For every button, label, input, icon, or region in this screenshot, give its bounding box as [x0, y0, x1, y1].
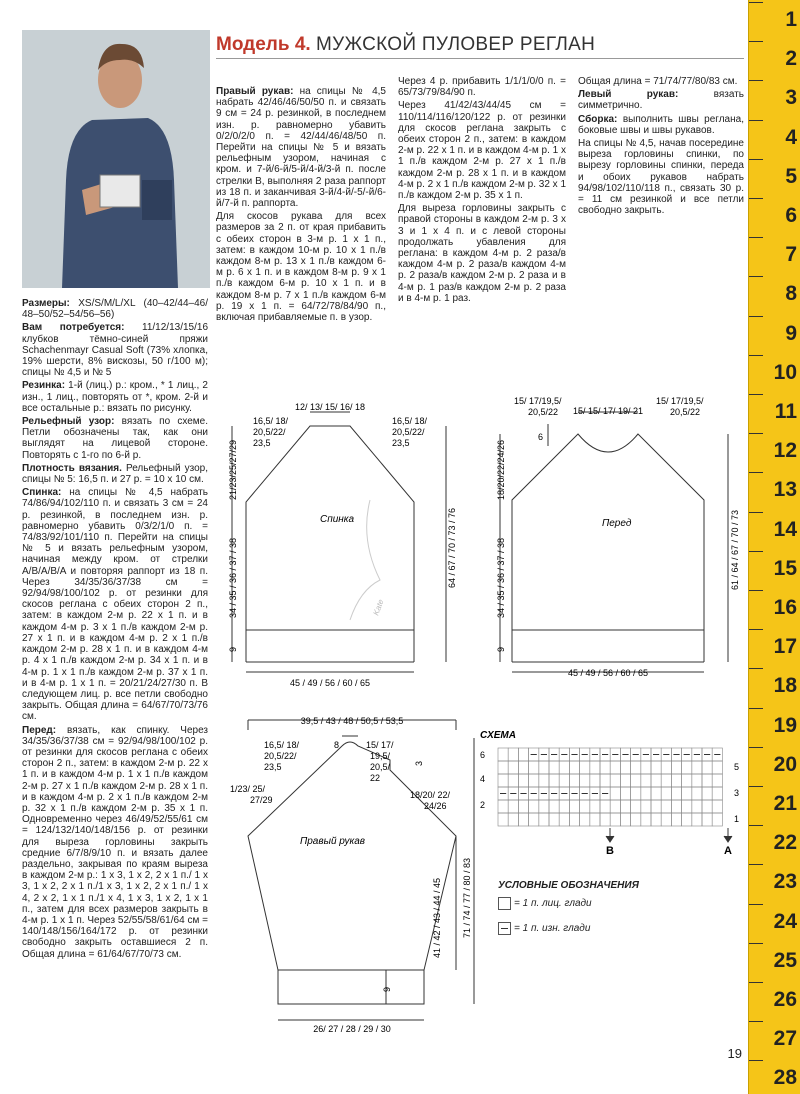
chart-cell [549, 774, 559, 787]
chart-cell [692, 787, 702, 800]
measuring-tape [748, 0, 800, 1094]
sleeve-top-right-2: 19,5/ [370, 751, 391, 761]
ruler-mark: 18 [773, 674, 797, 698]
chart-cell [590, 800, 600, 813]
ruler-mark: 24 [773, 909, 797, 933]
ruler-tick [749, 512, 763, 513]
paragraph-heading: Размеры: [22, 298, 70, 309]
sleeve-right-side-1: 18/20/ 22/ [410, 790, 451, 800]
ruler-tick [749, 472, 763, 473]
chart-cell [682, 774, 692, 787]
ruler-mark: 8 [785, 282, 797, 306]
schema-row-2: 2 [480, 800, 486, 810]
chart-cell [631, 761, 641, 774]
ruler-mark: 3 [785, 86, 797, 110]
sleeve-top-left [264, 740, 302, 772]
schema-row-4: 4 [480, 774, 486, 784]
front-top-left-2: 20,5/22 [528, 407, 559, 417]
front-top-left-1: 15/ 17/19,5/ [514, 396, 562, 406]
chart-cell [651, 813, 661, 826]
chart-cell [518, 774, 528, 787]
paragraph-text: выполнить швы реглана, боковые швы и швы рукавов. [578, 113, 744, 136]
chart-cell [569, 800, 579, 813]
chart-cell [692, 800, 702, 813]
ruler-tick [749, 316, 763, 317]
ruler-tick [749, 825, 763, 826]
paragraph-text: вязать по схеме. Петли обозначены так, как они выглядят на лицевой стороне. Повторять с 1-го по 6-й р. [22, 416, 208, 461]
ruler-tick [749, 120, 763, 121]
page-title [216, 34, 595, 56]
ruler-mark: 19 [773, 713, 797, 737]
ruler-tick [749, 708, 763, 709]
chart-cell [600, 813, 610, 826]
page-number: 19 [727, 1046, 742, 1061]
chart-cell [518, 761, 528, 774]
chart-cell [631, 813, 641, 826]
chart-cell [631, 774, 641, 787]
paragraph [22, 463, 208, 485]
back-top-width: 12/ 13/ 15/ 16/ 18 [294, 402, 366, 412]
ruler-tick [749, 276, 763, 277]
back-shoulder-right [392, 416, 430, 448]
back-shoulder-left-2: 20,5/22/ [253, 427, 286, 437]
front-width: 45 / 49 / 56 / 60 / 65 [567, 668, 649, 678]
sleeve-rib-height: 9 [382, 986, 392, 992]
ruler-mark: 17 [773, 635, 797, 659]
chart-cell [702, 800, 712, 813]
ruler-mark: 1 [785, 8, 797, 31]
legend [498, 880, 738, 935]
ruler-tick [749, 237, 763, 238]
ruler-tick [749, 864, 763, 865]
stitch-chart [476, 726, 748, 856]
chart-cell [600, 800, 610, 813]
back-outline [246, 426, 414, 630]
paragraph [22, 322, 208, 378]
paragraph-heading: Сборка: [578, 113, 618, 125]
chart-cell [682, 761, 692, 774]
chart-cell [590, 813, 600, 826]
front-rib-height: 9 [496, 646, 506, 652]
chart-cell [508, 813, 518, 826]
chart-cell [671, 761, 681, 774]
back-label: Спинка [320, 514, 355, 525]
model-number: Модель 4. [216, 34, 311, 55]
back-shoulder-left-3: 23,5 [253, 438, 271, 448]
paragraph-heading: Резинка: [22, 380, 66, 392]
model-photo [22, 30, 210, 288]
chart-cell [702, 774, 712, 787]
chart-cell [610, 813, 620, 826]
title-divider [216, 58, 744, 59]
paragraph-text: Рельефный узор, спицы № 5: 16,5 п. и 27 р. = 10 х 10 см. [22, 462, 208, 486]
chart-cell [651, 800, 661, 813]
chart-cell [498, 813, 508, 826]
chart-cell [529, 761, 539, 774]
paragraph-text: 1-й (лиц.) р.: кром., * 1 лиц., 2 изн., 1 лиц., повторять от *, кром. 2-й и все остальные р.: вязать по рисунку. [22, 380, 208, 414]
front-top-left [514, 396, 564, 417]
front-top-right-2: 20,5/22 [670, 407, 701, 417]
back-shoulder-left-1: 16,5/ 18/ [253, 416, 289, 426]
front-raglan-height: 18/20/22/24/26 [496, 439, 506, 500]
sleeve-top-left-2: 20,5/22/ [264, 751, 297, 761]
paragraph [398, 203, 566, 304]
sleeve-notch: 3 [414, 760, 424, 766]
legend-knit-label: = 1 п. лиц. глади [514, 898, 592, 909]
back-rib-height: 9 [228, 646, 238, 652]
paragraph-text: XS/S/M/L/XL (40–42/44–46/ 48–50/52–54/56–56) [22, 298, 208, 321]
chart-cell [529, 800, 539, 813]
paragraph [578, 138, 744, 216]
ruler-tick [749, 943, 763, 944]
chart-cell [569, 774, 579, 787]
sleeve-top-width: 39,5 / 43 / 48 / 50,5 / 53,5 [300, 716, 404, 726]
sleeve-top-right-4: 22 [370, 773, 381, 783]
chart-cell [549, 813, 559, 826]
chart-cell [692, 774, 702, 787]
paragraph [398, 100, 566, 201]
chart-cell [620, 761, 630, 774]
front-neck-width: 15/ 15/ 17/ 19/ 21 [572, 406, 644, 416]
paragraph-text: на спицы № 4,5 набрать 74/86/94/102/110 п. и связать 3 см = 24 р. резинкой, в последнем изн. р. равномерно убавить 0/3/2/1/0 п. = 74/83/92/101/110 п. Перейти на спицы № 5 и вязать рельефным узором, начиная между кром. от стрелки A/B/A/B/A и повторяя раппорт из 18 п. Через 34/35/36/37/38 см = 92/94/98/100/102 р. от резинки для скосов реглана с обеих сторон 2 п., затем: в каждом 2-м р. 22 х 1 п. и в каждом 4-м р. 3 х 1 п./в каждом 2-м р. 27 х 1 п. и в каждом 4-м р. 2 х 1 п./в каждом 2-м р. 28 х 1 п. и в каждом 4-м р. 4 х 1 п./в каждом 2-м р. 34 х 1 п. и в 4-м р. 1 х 1 п./в каждом 2-м р. 37 х 1 п. и в 4-м р. 1 х 1 п. = 20/21/24/27/30 п. В следующем лиц. р. все петли свободно закрыть. Общая длина = 64/67/70/73/76 см. [22, 487, 208, 723]
sleeve-left-side-2: 27/29 [250, 795, 273, 805]
chart-cell [682, 787, 692, 800]
sleeve-left-side-1: 1/23/ 25/ [230, 784, 266, 794]
arrow-b-head-icon [606, 836, 614, 842]
ruler-tick [749, 590, 763, 591]
ruler-mark: 4 [785, 125, 797, 149]
chart-cell [498, 748, 508, 761]
instructions-column-2 [216, 86, 386, 325]
sleeve-top-right-3: 20,5/ [370, 762, 391, 772]
schema-row-5: 5 [734, 762, 740, 772]
paragraph-heading: Вам потребуется: [22, 322, 125, 334]
front-top-right-1: 15/ 17/19,5/ [656, 396, 704, 406]
chart-cell [590, 761, 600, 774]
chart-cell [712, 787, 722, 800]
ruler-mark: 10 [773, 360, 797, 384]
chart-cell [661, 761, 671, 774]
chart-cell [549, 761, 559, 774]
ruler-mark: 2 [785, 47, 797, 71]
chart-cell [651, 761, 661, 774]
chart-cell [631, 800, 641, 813]
ruler-tick [749, 394, 763, 395]
paragraph-text: Общая длина = 71/74/77/80/83 см. [578, 76, 738, 87]
sleeve-right-side [410, 790, 453, 811]
ruler-mark: 7 [785, 243, 797, 267]
front-body-height: 34 / 35 / 36 / 37 / 38 [496, 537, 506, 618]
chart-cell [569, 813, 579, 826]
ruler-mark: 14 [773, 517, 797, 541]
watermark: Kate [371, 598, 386, 617]
ruler-mark: 22 [773, 831, 797, 855]
chart-cell [712, 761, 722, 774]
model-name: МУЖСКОЙ ПУЛОВЕР РЕГЛАН [315, 34, 596, 55]
chart-cell [518, 748, 528, 761]
legend-purl-label: = 1 п. изн. глади [514, 923, 591, 934]
front-neck-depth: 6 [538, 432, 544, 442]
legend-item-knit [498, 897, 738, 910]
chart-cell [580, 800, 590, 813]
chart-cell [631, 787, 641, 800]
chart-cell [712, 774, 722, 787]
chart-cell [508, 748, 518, 761]
back-shoulder-right-2: 20,5/22/ [392, 427, 425, 437]
sleeve-label: Правый рукав [300, 836, 366, 847]
paragraph-text: Для выреза горловины закрыть с правой стороны в каждом 2-м р. 3 х 3 и 1 х 4 п. и с левой стороны продолжать убавления для реглана: в каждом 4-м р. 2 раза/в каждом 4-м р. 2 раза/в каждом 4-м р. 2 раза/в каждом 2-м р. 2 раза и в 4-м р. 1 раз/в каждом 2-м р. 2 раза и в 4-м р. 1 раз. [398, 203, 566, 304]
sleeve-mid-height: 41 / 42 / 43 / 44 / 45 [432, 877, 442, 958]
chart-cell [539, 774, 549, 787]
paragraph [22, 725, 208, 960]
front-total-height: 61 / 64 / 67 / 70 / 73 [730, 509, 740, 590]
ruler-tick [749, 2, 763, 3]
chart-cell [508, 774, 518, 787]
back-pattern-diagram [210, 390, 468, 700]
chart-cell [508, 800, 518, 813]
ruler-tick [749, 1021, 763, 1022]
sleeve-top-left-3: 23,5 [264, 762, 282, 772]
arrow-a-label: A [724, 845, 732, 856]
chart-cell [529, 813, 539, 826]
chart-cell [559, 800, 569, 813]
paragraph [578, 114, 744, 136]
chart-cell [651, 787, 661, 800]
paragraph [398, 76, 566, 98]
ruler-tick [749, 786, 763, 787]
ruler-tick [749, 904, 763, 905]
ruler-tick [749, 355, 763, 356]
chart-cell [580, 813, 590, 826]
sleeve-top-mid: 8 [334, 740, 340, 750]
chart-cell [580, 761, 590, 774]
chart-cell [620, 813, 630, 826]
chart-cell [702, 813, 712, 826]
legend-item-purl [498, 922, 738, 935]
paragraph-text: на спицы № 4,5 набрать 42/46/46/50/50 п. и связать 9 см = 24 р. резинкой, в последнем изн. р. равномерно убавить 0/2/0/2/0 п. = 42/44/46/48/50 п. Перейти на спицы № 5 и вязать рельефным узором, начиная с кром. и 7-й/6-й/5-й/4-й/3-й п. после стрелки B, выполняя 2 раза раппорт из 18 п. и заканчивая 3-й/4-й/-5/-й/6-й/7-й п. раппорта. [216, 86, 386, 210]
sleeve-total-height: 71 / 74 / 77 / 80 / 83 [462, 857, 472, 938]
instructions-column-4 [578, 76, 744, 218]
ruler-tick [749, 1060, 763, 1061]
chart-cell [661, 800, 671, 813]
chart-cell [620, 774, 630, 787]
sleeve-bottom-width: 26/ 27 / 28 / 29 / 30 [313, 1024, 391, 1034]
paragraph-text: вязать симметрично. [578, 89, 744, 112]
chart-cell [661, 774, 671, 787]
sleeve-top-right-1: 15/ 17/ [366, 740, 394, 750]
ruler-mark: 16 [773, 596, 797, 619]
paragraph-heading: Рельефный узор: [22, 416, 115, 428]
paragraph [22, 487, 208, 722]
knit-stitch-icon [498, 897, 511, 910]
chart-cell [590, 774, 600, 787]
chart-cell [661, 787, 671, 800]
ruler-mark: 27 [773, 1027, 797, 1051]
sleeve-left-side [230, 784, 273, 805]
chart-cell [559, 761, 569, 774]
chart-cell [682, 800, 692, 813]
back-total-height: 64 / 67 / 70 / 73 / 76 [447, 507, 457, 588]
chart-cell [651, 774, 661, 787]
paragraph [22, 380, 208, 414]
chart-cell [692, 761, 702, 774]
paragraph-text: Через 41/42/43/44/45 см = 110/114/116/120/122 р. от резинки для скосов реглана закрыть с обеих сторон 2 п., затем: в каждом 2-м р. 22 х 1 п. и в каждом 4-м р. 1 х 1 п./в каждом 2-м р. 27 х 1 п./в каждом 2-м р. 28 х 1 п. и в каждом 4-м р. 2 х 1 п./в каждом 2-м р. 32 х 1 п./в каждом 2-м р. 35 х 1 п. [398, 100, 567, 202]
chart-cell [498, 800, 508, 813]
chart-cell [559, 774, 569, 787]
chart-cell [610, 774, 620, 787]
front-outline [512, 434, 704, 630]
chart-cell [671, 787, 681, 800]
paragraph [216, 211, 386, 323]
sleeve-outline [248, 742, 456, 1004]
paragraph-text: Для скосов рукава для всех размеров за 2 п. от края прибавить с обеих сторон в 3-м р. 1 х 1 п., затем: в каждом 10-м р. 10 х 1 п./в каждом 8-м р. 13 х 1 п./в каждом 6-м р. 6 х 1 п. и в каждом 8-м р. 9 х 1 п./в каждом 6-м р. 10 х 1 п. и в каждом 8-м р. 7 х 1 п./в каждом 6-м р. 19 х 1 п. = 64/72/78/84/90 п., включая прибавляемые п. в узор. [216, 211, 386, 324]
chart-cell [661, 813, 671, 826]
chart-cell [508, 761, 518, 774]
back-shoulder-left [253, 416, 291, 448]
ruler-mark: 28 [773, 1066, 797, 1090]
chart-cell [610, 787, 620, 800]
back-shoulder-right-1: 16,5/ 18/ [392, 416, 428, 426]
ruler-mark: 15 [773, 556, 797, 580]
back-shoulder-right-3: 23,5 [392, 438, 410, 448]
ruler-mark: 5 [785, 164, 797, 188]
paragraph-text: вязать, как спинку. Через 34/35/36/37/38 см = 92/94/98/100/102 р. от резинки для скосов реглана с обеих сторон 2 п., затем: в каждом 2-м р. 22 х 1 п. и в каждом 4-м р. 1 х 1 п./в каждом 2-м р. 27 х 1 п./в каждом 2-м р. 28 х 1 п. и в каждом 4-м р. 2 х 1 п./в каждом 2-м р. 32 х 1 п./в каждом 2-м р. 35 х 1 п. Одновременно через 46/49/52/55/61 см = 124/132/140/148/156 р. от резинки для выреза горловины закрыть средние 6/7/8/9/10 п. и вязать далее раздельно, закрывая по краям выреза в каждом 2-м р.: 1 х 3, 1 х 2, 2 х 1 п./ 1 х 3, 1 х 2, 2 х 1 п./1 х 3, 1 х 2, 2 х 1 п./ 1 х 4, 2 х 2, 1 х 1 п./1 х 4, 1 х 3, 1 х 2, 1 х 1 п., затем для всех размеров закрыть в 4-м р. 1 х 1 п. Через 52/55/58/61/64 см = 140/148/156/164/172 р. от резинки свободно закрыть оставшиеся 2 п. Общая длина = 61/64/67/70/73 см. [22, 724, 208, 960]
chart-cell [682, 813, 692, 826]
ruler-mark: 26 [773, 988, 797, 1011]
chart-cell [610, 761, 620, 774]
front-top-right [656, 396, 706, 417]
paragraph-heading: Спинка: [22, 487, 62, 499]
ruler-mark: 6 [785, 204, 797, 227]
chart-cell [671, 800, 681, 813]
chart-cell [600, 774, 610, 787]
chart-cell [702, 761, 712, 774]
chart-cell [641, 787, 651, 800]
ruler-mark: 9 [785, 321, 797, 345]
ruler-tick [749, 629, 763, 630]
paragraph [578, 89, 744, 111]
paragraph-heading: Перед: [22, 724, 57, 736]
paragraph [578, 76, 744, 87]
chart-cell [712, 813, 722, 826]
chart-cell [641, 774, 651, 787]
ruler-tick [749, 982, 763, 983]
instructions-column-3 [398, 76, 566, 306]
ruler-tick [749, 159, 763, 160]
ruler-tick [749, 747, 763, 748]
ruler-mark: 25 [773, 948, 797, 972]
chart-cell [498, 761, 508, 774]
chart-cell [712, 800, 722, 813]
chart-cell [539, 813, 549, 826]
paragraph-text: Через 4 р. прибавить 1/1/1/0/0 п. = 65/73/79/84/90 п. [398, 76, 566, 99]
chart-cell [518, 813, 528, 826]
chart-cell [569, 761, 579, 774]
ruler-tick [749, 41, 763, 42]
ruler-mark: 13 [773, 478, 797, 502]
back-body-height: 34 / 35 / 36 / 37 / 38 [228, 537, 238, 618]
chart-cell [620, 800, 630, 813]
sleeve-top-right [366, 740, 396, 783]
ruler-tick [749, 551, 763, 552]
chart-cell [620, 787, 630, 800]
chart-cell [518, 800, 528, 813]
ruler-mark: 23 [773, 870, 797, 894]
chart-cell [610, 800, 620, 813]
paragraph [216, 86, 386, 209]
ruler-mark: 20 [773, 752, 797, 776]
chart-cell [529, 774, 539, 787]
paragraph-heading: Плотность вязания. [22, 462, 122, 474]
chart-cell [539, 761, 549, 774]
ruler-tick [749, 668, 763, 669]
legend-title: УСЛОВНЫЕ ОБОЗНАЧЕНИЯ [498, 880, 639, 891]
model-illustration [22, 30, 210, 288]
chart-cell [549, 800, 559, 813]
sleeve-right-side-2: 24/26 [424, 801, 447, 811]
schema-title: СХЕМА [480, 730, 516, 741]
front-pattern-diagram [488, 390, 746, 700]
ruler-mark: 21 [773, 792, 797, 815]
paragraph-heading: Левый рукав: [578, 89, 679, 101]
chart-cell [692, 813, 702, 826]
schema-row-3: 3 [734, 788, 740, 798]
chart-cell [559, 813, 569, 826]
paragraph-text: 11/12/13/15/16 клубков тёмно-синей пряжи Schachenmayr Casual Soft (73% хлопка, 19% шерсти, 8% вискозы, 50 г/100 м); спицы № 4,5 и № 5 [22, 322, 208, 379]
paragraph [22, 298, 208, 320]
back-raglan-height: 21/23/25/27/29 [228, 439, 238, 500]
schema-row-6: 6 [480, 750, 486, 760]
paragraph [22, 416, 208, 461]
chart-cell [539, 800, 549, 813]
chart-cell [702, 787, 712, 800]
front-label: Перед [602, 518, 632, 529]
chart-cell [671, 813, 681, 826]
paragraph-text: На спицы № 4,5, начав посередине выреза горловины спинки, по вырезу горловины спинки, переда и обоих рукавов набрать 94/98/102/110/118 п., связать 30 р. = 11 см резинкой и все петли свободно закрыть. [578, 138, 744, 217]
schema-row-1: 1 [734, 814, 740, 824]
arrow-b-label: B [606, 845, 614, 856]
ruler-tick [749, 80, 763, 81]
chart-cell [671, 774, 681, 787]
sleeve-top-left-1: 16,5/ 18/ [264, 740, 300, 750]
chart-cell [498, 774, 508, 787]
chart-cell [641, 813, 651, 826]
ruler-tick [749, 433, 763, 434]
instructions-column-1 [22, 298, 208, 962]
ruler-mark: 11 [774, 400, 797, 423]
chart-cell [641, 761, 651, 774]
chart-cell [580, 774, 590, 787]
sleeve-pattern-diagram [226, 708, 488, 1044]
paragraph-heading: Правый рукав: [216, 86, 294, 97]
ruler-mark: 12 [773, 439, 797, 463]
chart-cell [600, 761, 610, 774]
chart-cell [641, 800, 651, 813]
arrow-a-head-icon [724, 836, 732, 842]
ruler-tick [749, 198, 763, 199]
back-width: 45 / 49 / 56 / 60 / 65 [289, 678, 371, 688]
purl-stitch-icon [498, 922, 511, 935]
